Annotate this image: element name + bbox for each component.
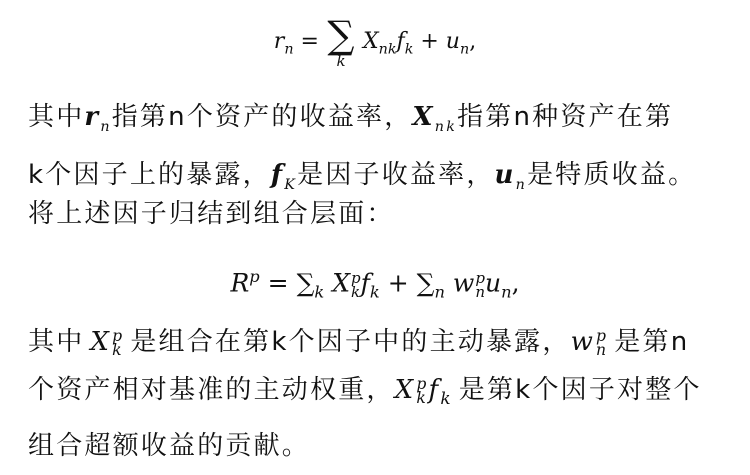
f-symbol-base: f: [270, 160, 285, 191]
eq1-trail: ,: [469, 29, 477, 54]
para1-line1: [28, 93, 728, 151]
para1-text: 是因子收益率，: [297, 160, 495, 191]
eq2-f: f: [360, 268, 370, 298]
para3-line3: 组合超额收益的贡献。: [28, 431, 311, 462]
wp-sub: n: [596, 341, 609, 360]
eq2-w-sub: n: [475, 282, 485, 301]
xf-sub: k: [416, 389, 428, 408]
equation-asset-return: [0, 12, 750, 78]
eq1-factor-sub: k: [404, 41, 414, 58]
eq2-equals: =: [267, 268, 289, 298]
f-symbol: [270, 160, 298, 194]
eq2-w: w: [452, 268, 475, 298]
eq2-u: u: [485, 268, 502, 298]
para3-line1: [28, 318, 728, 366]
para3-text: 是组合在第k个因子中的主动暴露，: [130, 327, 571, 357]
eq2-w-scripts: [475, 269, 485, 301]
eq2-u-sub: n: [501, 282, 512, 302]
wp-scripts: [596, 327, 609, 360]
eq2-sum1: ∑: [296, 268, 315, 298]
u-symbol-sub: n: [515, 177, 528, 194]
eq1-sum-symbol: ∑: [327, 13, 355, 57]
eq1-sum: [326, 13, 356, 70]
eq1-plus: +: [420, 29, 439, 54]
eq2-lhs-sup: p: [249, 267, 260, 286]
x-symbol-base: X: [412, 102, 435, 132]
r-symbol-base: r: [84, 102, 101, 132]
f-symbol-sub: K: [284, 177, 298, 194]
eq2-plus: +: [387, 268, 409, 298]
paragraph-active-contribution: [28, 318, 728, 470]
para1-text: 其中: [28, 102, 85, 132]
para1-text: 指第n个资产的收益率，: [111, 102, 413, 132]
u-symbol-base: u: [494, 160, 516, 191]
wp-symbol-base: w: [570, 327, 596, 357]
xp-symbol-base: X: [90, 327, 112, 357]
eq2-x-sub: k: [351, 282, 361, 301]
para1-text: k个因子上的暴露，: [28, 160, 271, 191]
wp-sup: p: [596, 327, 609, 346]
xp-scripts: [112, 327, 125, 360]
xp-sup: p: [112, 327, 125, 346]
eq1-term: X: [362, 29, 379, 54]
r-symbol: [84, 102, 112, 136]
xf-f: f: [428, 375, 441, 405]
equation-portfolio-return: [0, 252, 750, 317]
x-symbol: [412, 102, 458, 136]
eq1-resid: u: [445, 29, 460, 54]
xf-symbol: [394, 375, 453, 409]
xf-sup: p: [416, 375, 429, 394]
eq2-f-sub: k: [369, 282, 380, 302]
eq1-lhs-sub: n: [284, 41, 294, 58]
eq2-w-sup: p: [475, 269, 485, 288]
eq1-sum-index: k: [336, 52, 346, 70]
eq1-lhs: r: [273, 29, 285, 54]
xf-f-sub: k: [440, 388, 453, 409]
xp-symbol: [90, 327, 125, 360]
para3-text: 个资产相对基准的主动权重，: [28, 375, 395, 405]
eq2-x-scripts: [351, 269, 361, 301]
eq2-sum2-sub: n: [434, 282, 445, 302]
para1-text: 是特质收益。: [527, 160, 697, 191]
eq1-equals: =: [300, 29, 319, 54]
x-symbol-sub: nk: [434, 119, 458, 136]
xp-sub: k: [112, 341, 124, 360]
eq2-sum1-sub: k: [314, 282, 325, 302]
eq1-term-sub: nk: [378, 41, 397, 58]
para2-text: 将上述因子归结到组合层面：: [28, 199, 395, 229]
para3-text: 是第n: [614, 327, 690, 357]
para3-text: 是第k个因子对整个: [458, 375, 702, 405]
eq2-lhs: R: [230, 268, 250, 298]
para3-text: 其中: [28, 327, 85, 357]
eq2-x: X: [332, 268, 351, 298]
wp-symbol: [570, 327, 609, 360]
eq2-x-sup: p: [351, 269, 361, 288]
eq2-trail: ,: [511, 268, 520, 298]
eq1-factor: f: [396, 29, 405, 54]
r-symbol-sub: n: [100, 119, 112, 136]
eq1-resid-sub: n: [459, 41, 470, 58]
paragraph-portfolio-intro: [28, 190, 728, 238]
xf-scripts: [416, 375, 429, 408]
para3-line2: [28, 366, 728, 422]
xf-x: X: [394, 375, 416, 405]
u-symbol: [494, 160, 528, 194]
eq2-sum2: ∑: [416, 268, 435, 298]
para1-text: 指第n种资产在第: [457, 102, 674, 132]
